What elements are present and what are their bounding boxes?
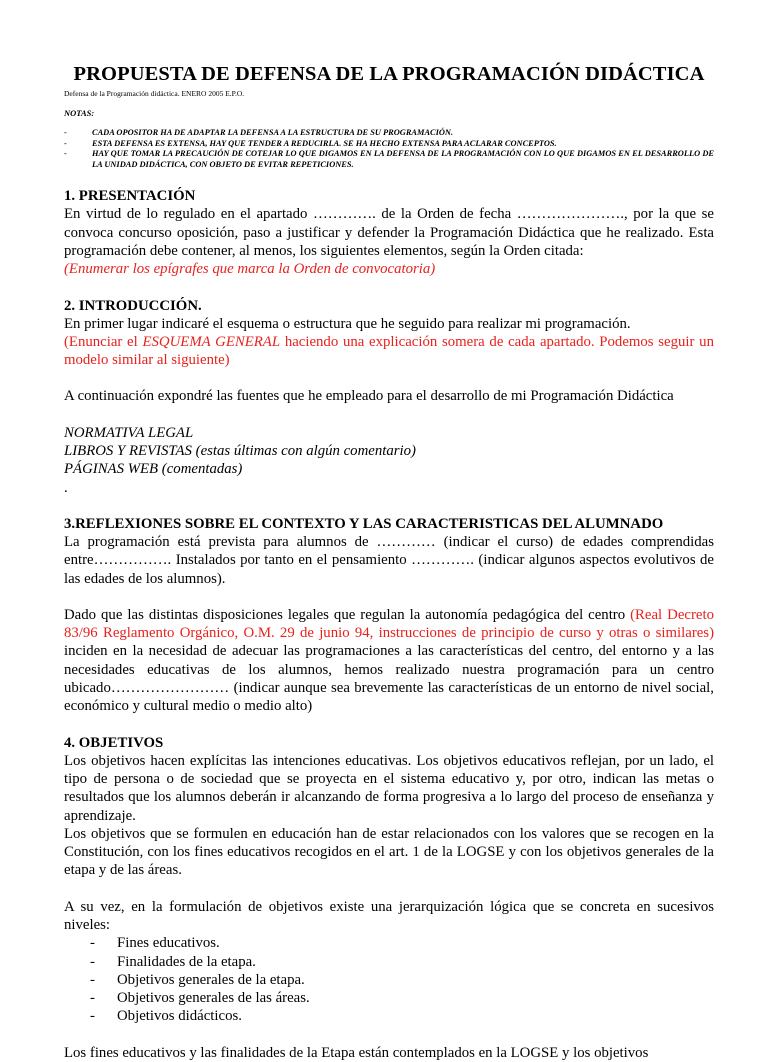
dash-bullet-icon: - bbox=[64, 128, 67, 137]
dash-bullet-icon: - bbox=[90, 935, 95, 952]
dash-bullet-icon: - bbox=[90, 990, 95, 1007]
list-item: - Objetivos didácticos. bbox=[90, 1008, 242, 1025]
esquema-general-emphasis: ESQUEMA GENERAL bbox=[142, 333, 281, 350]
instruction-note-presentacion: (Enumerar los epígrafes que marca la Orden de convocatoria) bbox=[64, 261, 436, 278]
list-item: - Objetivos generales de la etapa. bbox=[90, 971, 305, 988]
notes-item: - ESTA DEFENSA ES EXTENSA, HAY QUE TENDER A REDUCIRLA. SE HA HECHO EXTENSA PARA ACLARAR CONCEPTOS. bbox=[64, 138, 557, 148]
objective-levels-list bbox=[64, 934, 714, 1025]
sources-intro: A continuación expondré las fuentes que he empleado para el desarrollo de mi Programación Didáctica bbox=[64, 388, 674, 405]
section-body-introduccion: En primer lugar indicaré el esquema o estructura que he seguido para realizar mi programación. bbox=[64, 315, 631, 332]
section-body-objetivos-2: Los objetivos que se formulen en educación han de estar relacionados con los valores que se recogen en la Constitución, con los fines educativos recogidos en el art. 1 de la LOGSE y con los objetivos generales de la etapa y de las áreas. bbox=[64, 825, 714, 879]
section-body-objetivos-3: A su vez, en la formulación de objetivos existe una jerarquización lógica que se concreta en sucesivos niveles: bbox=[64, 898, 714, 933]
section-title-contexto: 3.REFLEXIONES SOBRE EL CONTEXTO Y LAS CARACTERISTICAS DEL ALUMNADO bbox=[64, 515, 664, 532]
section-body-objetivos-4: Los fines educativos y las finalidades de la Etapa están contemplados en la LOGSE y los objetivos bbox=[64, 1044, 649, 1061]
list-item: - Objetivos generales de las áreas. bbox=[90, 990, 310, 1007]
notes-item: - CADA OPOSITOR HA DE ADAPTAR LA DEFENSA A LA ESTRUCTURA DE SU PROGRAMACIÓN. bbox=[64, 128, 454, 137]
notes-label: NOTAS: bbox=[64, 108, 95, 118]
list-item: - Finalidades de la etapa. bbox=[90, 953, 256, 970]
trailing-period: . bbox=[64, 479, 68, 496]
notes-item: - HAY QUE TOMAR LA PRECAUCIÓN DE COTEJAR LO QUE DIGAMOS EN LA DEFENSA DE LA PROGRAMACIÓN CON LO QUE DIGAMOS EN EL DESARROLLO DE LA UNIDAD DIDÁCTICA, CON OBJETO DE EVITAR REPETICIONES. bbox=[64, 149, 714, 169]
section-title-introduccion: 2. INTRODUCCIÓN. bbox=[64, 297, 202, 314]
section-body-objetivos-1: Los objetivos hacen explícitas las intenciones educativas. Los objetivos educativos reflejan, por un lado, el tipo de persona o de sociedad que se proyecta en el sistema educativo y, por otro, indican las metas o resultados que los alumnos deberán ir alcanzando de forma progresiva a lo largo del proceso de enseñanza y aprendizaje. bbox=[64, 752, 714, 824]
document-title: PROPUESTA DE DEFENSA DE LA PROGRAMACIÓN DIDÁCTICA bbox=[73, 63, 705, 85]
section-body-contexto-1: La programación está prevista para alumnos de ………… (indicar el curso) de edades comprendidas entre……………. Instalados por tanto en el pensamiento …………. (indicar algunos aspectos evolutivos de las edades de los alumnos). bbox=[64, 533, 714, 587]
section-title-presentacion: 1. PRESENTACIÓN bbox=[64, 188, 196, 205]
dash-bullet-icon: - bbox=[64, 138, 67, 148]
section-title-objetivos: 4. OBJETIVOS bbox=[64, 734, 164, 751]
dash-bullet-icon: - bbox=[90, 1008, 95, 1025]
section-body-contexto-2: Dado que las distintas disposiciones legales que regulan la autonomía pedagógica del centro (Real Decreto 83/96 Reglamento Orgánico, O.M. 29 de junio 94, instrucciones de principio de curso y otras o similares) inciden en la necesidad de adecuar las programaciones a las características del centro, del entorno y a las necesidades educativas de los alumnos, hemos realizado nuestra programación para un centro ubicado…………………… (indicar aunque sea brevemente las características de un entorno de nivel social, económico y cultural medio o medio alto) bbox=[64, 606, 714, 715]
dash-bullet-icon: - bbox=[64, 149, 67, 159]
source-item: LIBROS Y REVISTAS (estas últimas con algún comentario) bbox=[64, 443, 416, 460]
source-item: NORMATIVA LEGAL bbox=[64, 424, 194, 441]
document-subtitle: Defensa de la Programación didáctica. ENERO 2005 E.P.O. bbox=[64, 89, 245, 98]
notes-list bbox=[64, 128, 714, 170]
legal-reference-note: (Real Decreto 83/96 Reglamento Orgánico, O.M. 29 de junio 94, instrucciones de principio de curso y otras o similares) bbox=[64, 606, 714, 642]
section-body-presentacion: En virtud de lo regulado en el apartado …………. de la Orden de fecha …………………., por la que se convoca concurso oposición, paso a justificar y defender la Programación Didáctica que he realizado. Esta programación debe contener, al menos, los siguientes elementos, según la Orden citada: bbox=[64, 206, 714, 259]
dash-bullet-icon: - bbox=[90, 953, 95, 970]
source-item: PÁGINAS WEB (comentadas) bbox=[64, 461, 243, 478]
dash-bullet-icon: - bbox=[90, 971, 95, 988]
list-item: - Fines educativos. bbox=[90, 935, 220, 952]
instruction-note-introduccion: (Enunciar el ESQUEMA GENERAL haciendo una explicación somera de cada apartado. Podemos seguir un modelo similar al siguiente) bbox=[64, 333, 714, 369]
